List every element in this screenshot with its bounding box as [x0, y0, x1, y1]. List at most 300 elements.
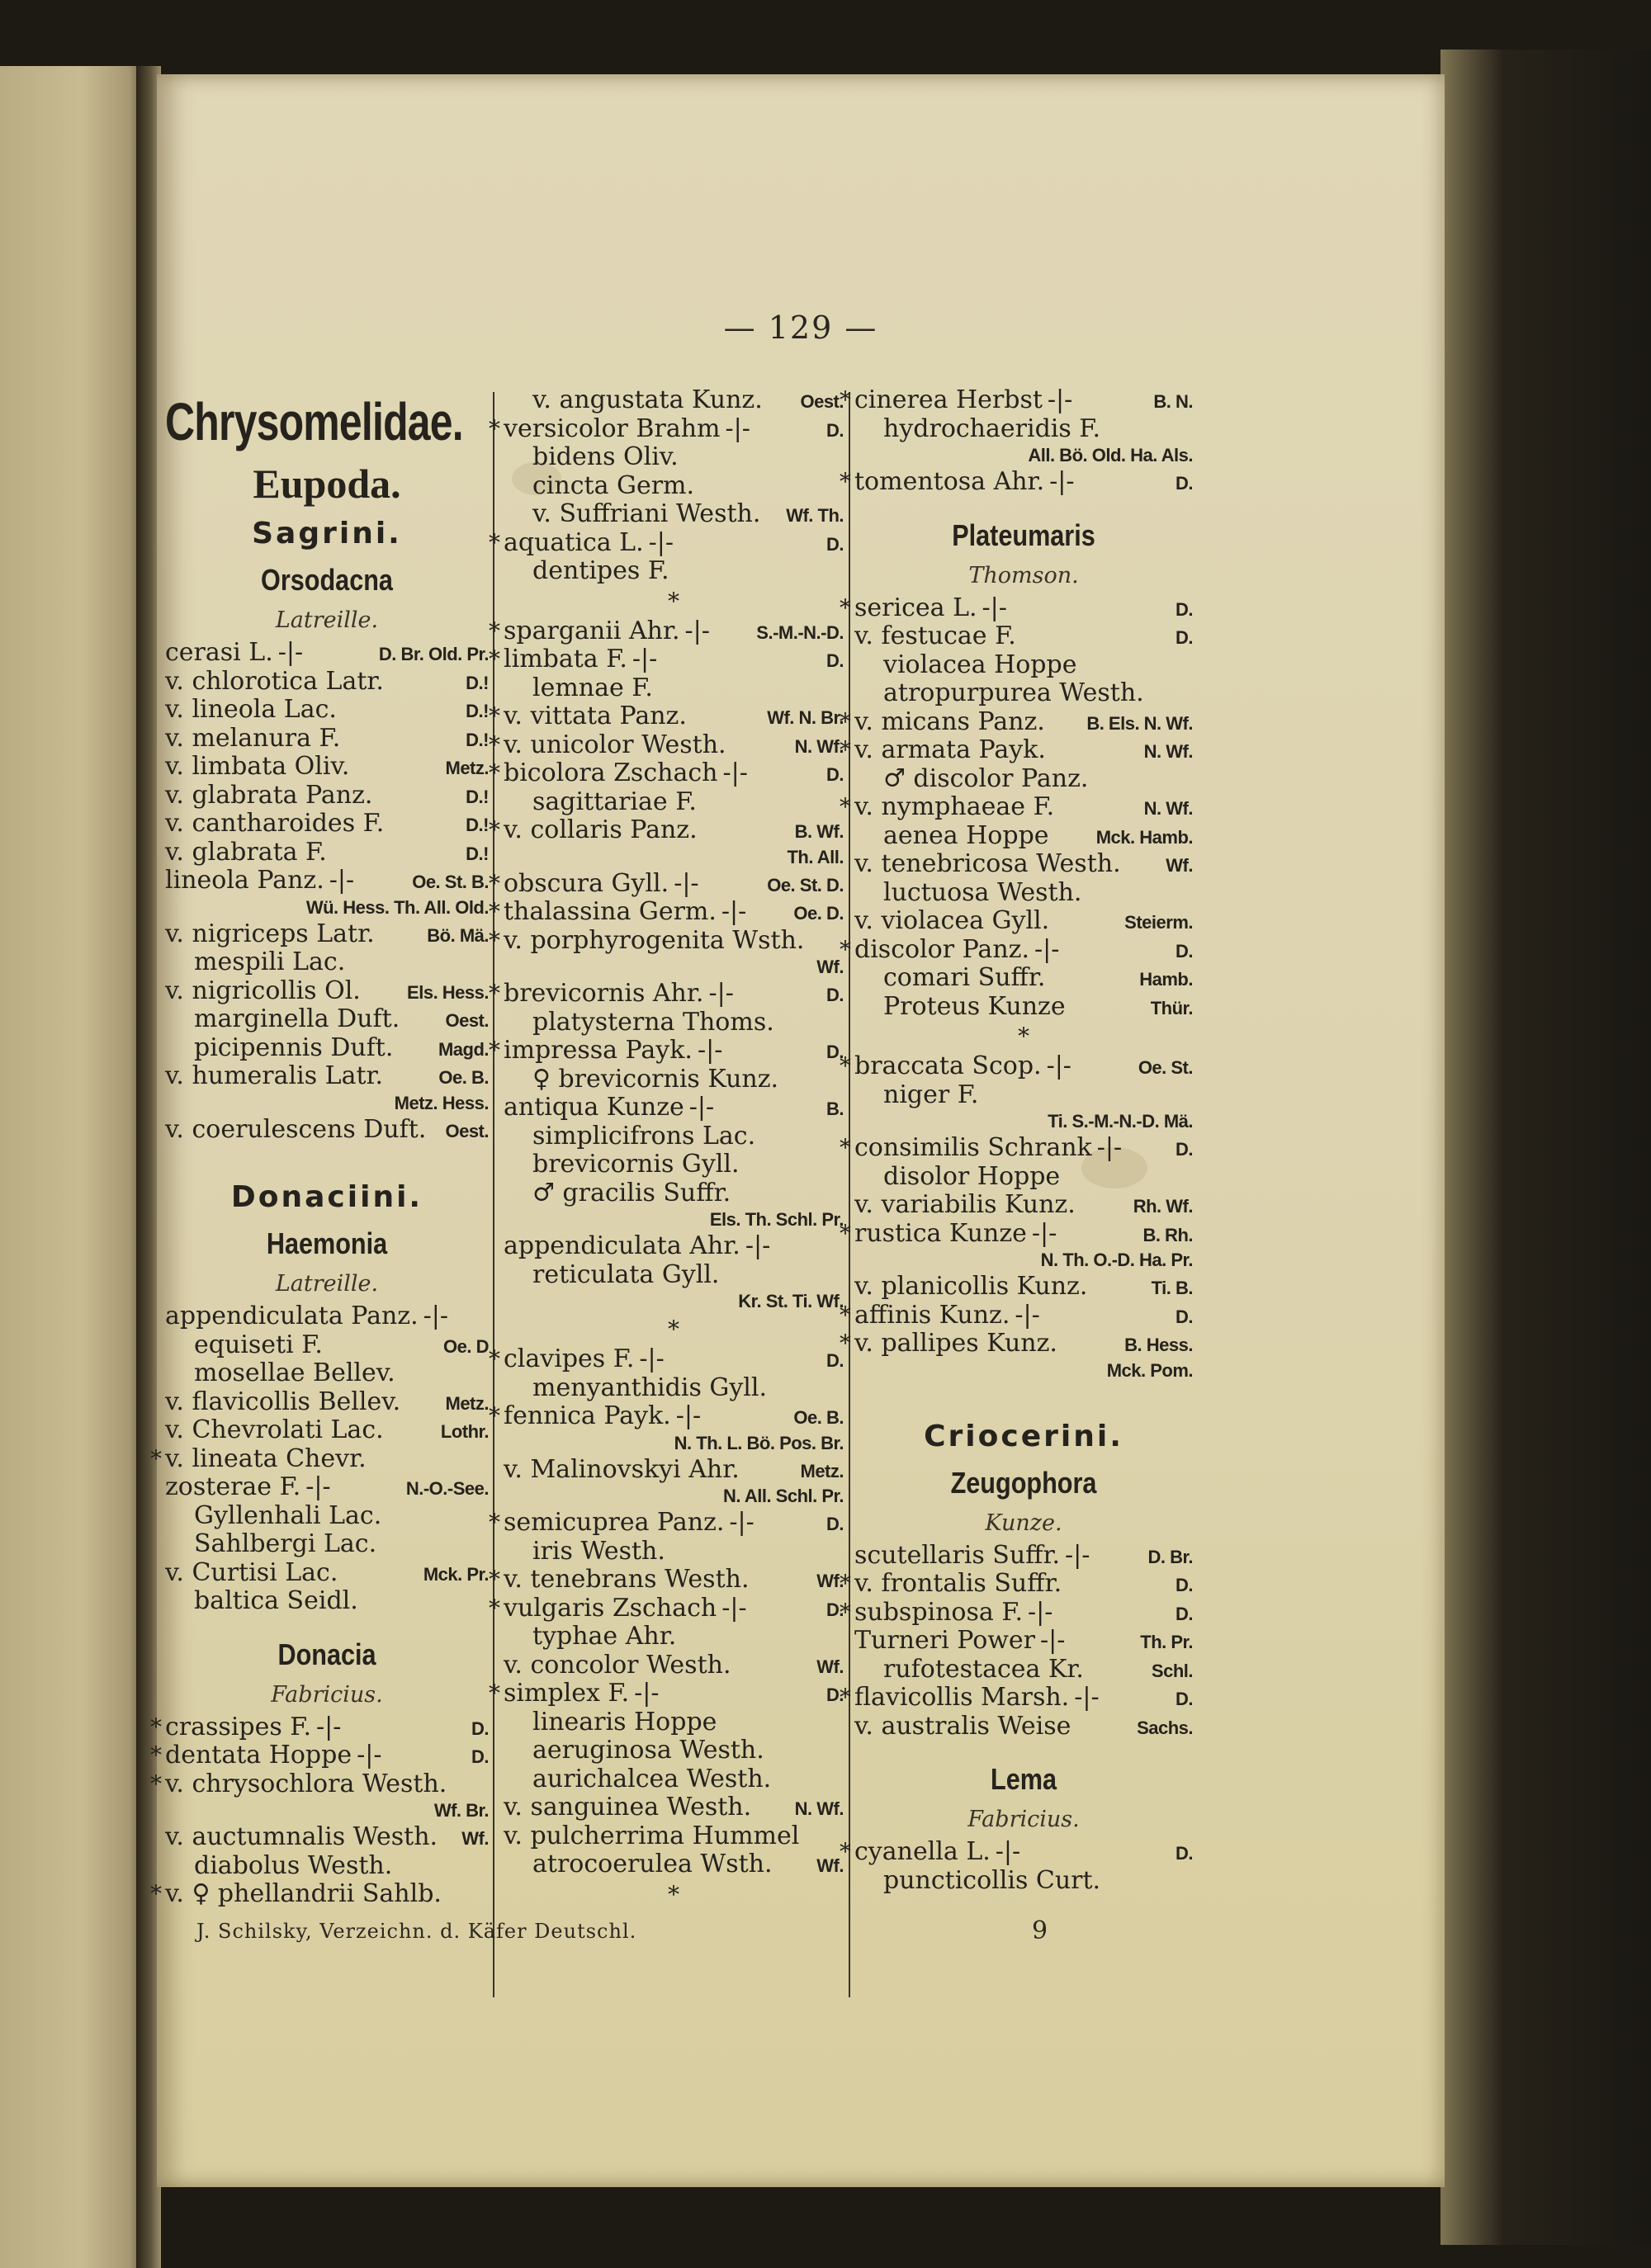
- locality: N. Wf.: [1143, 741, 1193, 762]
- genus-heading: Plateumaris: [952, 517, 1095, 552]
- species-name: menyanthidis Gyll.: [532, 1373, 768, 1402]
- species-name: v. australis Weise: [854, 1711, 1071, 1741]
- species-entry: [165, 1473, 489, 1502]
- locality: Oest.: [800, 391, 844, 412]
- endemic-star: *: [489, 617, 500, 645]
- cross-mark: -|-: [675, 1401, 702, 1430]
- species-entry: [165, 1062, 489, 1091]
- species-name: v. unicolor Westh.: [504, 730, 726, 759]
- endemic-star: *: [489, 759, 500, 787]
- locality: Els. Hess.: [407, 981, 489, 1003]
- locality: D.!: [466, 843, 489, 864]
- species-name: marginella Duft.: [194, 1004, 400, 1033]
- cross-mark: -|-: [1065, 1540, 1090, 1570]
- locality: Oe. B.: [438, 1067, 489, 1088]
- species-entry: [504, 1850, 844, 1879]
- species-name: v. collaris Panz.: [504, 815, 698, 844]
- genus-author: Latreille.: [275, 1271, 379, 1297]
- entry-list: [150, 1712, 489, 1799]
- species-name: lineola Panz.: [165, 866, 324, 895]
- species-name: baltica Seidl.: [194, 1586, 358, 1615]
- species-name: thalassina Germ.: [504, 897, 717, 926]
- species-name: v. nigriceps Latr.: [165, 919, 375, 948]
- locality-continuation: All. Bö. Old. Ha. Als.: [1028, 445, 1193, 465]
- species-name: aurichalcea Westh.: [532, 1764, 772, 1793]
- locality: Wf.: [816, 1571, 844, 1591]
- species-name: disolor Hoppe: [883, 1161, 1061, 1191]
- species-entry: [504, 1538, 844, 1566]
- species-entry: [854, 415, 1193, 444]
- locality: D. Br. Old. Pr.: [378, 644, 489, 664]
- species-name: bidens Oliv.: [532, 442, 679, 471]
- species-name: violacea Hoppe: [883, 650, 1077, 679]
- cross-mark: -|-: [721, 897, 747, 926]
- endemic-star: *: [840, 1052, 851, 1080]
- species-name: simplex F.: [504, 1679, 630, 1708]
- species-entry: [489, 645, 844, 674]
- species-name: v. micans Panz.: [854, 706, 1045, 736]
- tribe-heading: Sagrini.: [252, 517, 402, 550]
- species-entry: [854, 1191, 1193, 1220]
- species-entry: [854, 964, 1193, 993]
- endemic-star: *: [489, 1037, 500, 1064]
- species-entry: [504, 472, 844, 501]
- locality: Mck. Pr.: [423, 1563, 489, 1585]
- species-name: hydrochaeridis F.: [883, 413, 1100, 443]
- entry-list: [489, 979, 844, 1207]
- section-asterisk: *: [1018, 1023, 1029, 1050]
- species-name: dentata Hoppe: [165, 1741, 352, 1770]
- species-entry: [489, 925, 844, 956]
- species-name: luctuosa Westh.: [883, 877, 1082, 907]
- cross-mark: -|-: [1049, 467, 1075, 496]
- species-name: ♀ brevicornis Kunz.: [532, 1064, 779, 1094]
- genus-heading: Zeugophora: [950, 1465, 1097, 1500]
- cross-mark: -|-: [697, 1036, 723, 1065]
- locality: D. Br.: [1147, 1546, 1193, 1567]
- species-entry: [504, 1765, 844, 1794]
- species-name: v. violacea Gyll.: [854, 906, 1050, 935]
- entry-list: [840, 1837, 1193, 1895]
- endemic-star: *: [489, 1594, 500, 1622]
- species-name: consimilis Schrank: [854, 1133, 1092, 1162]
- genus-author: Latreille.: [275, 607, 379, 633]
- entry-list: [840, 467, 1193, 497]
- species-name: brevicornis Gyll.: [532, 1150, 740, 1179]
- species-entry: [489, 1344, 844, 1374]
- species-name: v. melanura F.: [165, 723, 341, 753]
- species-entry: [165, 1823, 489, 1852]
- species-entry: [489, 702, 844, 731]
- entry-list: [504, 1232, 844, 1289]
- column-right: [840, 385, 1193, 1895]
- species-name: aenea Hoppe: [883, 820, 1049, 850]
- endemic-star: *: [489, 414, 500, 442]
- column-left: [150, 386, 489, 1909]
- species-entry: [165, 1502, 489, 1531]
- cross-mark: -|-: [1046, 1051, 1071, 1080]
- locality: D.: [826, 985, 844, 1005]
- locality: D.!: [466, 672, 489, 693]
- species-entry: [840, 934, 1193, 965]
- endemic-star: *: [840, 1301, 851, 1329]
- cross-mark: -|-: [277, 638, 304, 667]
- genus-heading: Orsodacna: [261, 563, 393, 597]
- species-entry: [854, 622, 1193, 651]
- locality-continuation: Els. Th. Schl. Pr.: [709, 1209, 844, 1230]
- locality: Metz.: [445, 758, 489, 778]
- species-name: v. armata Payk.: [854, 735, 1046, 764]
- locality: D.: [1176, 1575, 1193, 1595]
- endemic-star: *: [840, 593, 851, 621]
- cross-mark: -|-: [982, 593, 1007, 622]
- species-entry: [489, 1401, 844, 1431]
- endemic-star: *: [489, 702, 500, 730]
- locality: Oest.: [445, 1120, 489, 1141]
- locality: N. Wf.: [794, 1798, 844, 1819]
- species-entry: [854, 879, 1193, 908]
- family-heading: Chrysomelidae.: [165, 392, 463, 451]
- species-entry: [165, 668, 489, 697]
- genus-heading: Lema: [991, 1762, 1057, 1796]
- species-name: versicolor Brahm: [504, 413, 721, 443]
- species-entry: [840, 1597, 1193, 1628]
- species-name: v. limbata Oliv.: [165, 752, 350, 781]
- species-entry: [165, 725, 489, 754]
- entry-list: [840, 1133, 1193, 1248]
- species-name: sericea L.: [854, 593, 977, 622]
- species-name: picipennis Duft.: [194, 1032, 394, 1062]
- locality-continuation: Wf.: [816, 957, 844, 977]
- cross-mark: -|-: [1015, 1300, 1040, 1330]
- species-name: Proteus Kunze: [883, 991, 1066, 1021]
- cross-mark: -|-: [1096, 1133, 1123, 1162]
- locality: Lothr.: [440, 1421, 489, 1442]
- species-name: dentipes F.: [532, 556, 669, 585]
- endemic-star: *: [489, 645, 500, 673]
- species-name: v. angustata Kunz.: [532, 385, 763, 414]
- species-entry: [489, 897, 844, 927]
- species-entry: [489, 527, 844, 558]
- species-entry: [504, 1374, 844, 1403]
- species-name: v. coerulescens Duft.: [165, 1114, 427, 1144]
- species-name: v. chrysochlora Westh.: [165, 1769, 447, 1798]
- endemic-star: *: [489, 869, 500, 897]
- cross-mark: -|-: [1031, 1218, 1057, 1248]
- species-entry: [165, 696, 489, 725]
- species-entry: [854, 1867, 1193, 1896]
- species-entry: [150, 1879, 489, 1909]
- species-name: sagittariae F.: [532, 787, 697, 816]
- locality: Wf. N. Br.: [767, 707, 844, 728]
- species-entry: [489, 979, 844, 1009]
- species-entry: [504, 557, 844, 586]
- species-entry: [165, 1559, 489, 1588]
- species-name: atropurpurea Westh.: [883, 678, 1144, 707]
- locality: D.: [826, 1684, 844, 1705]
- species-name: Sahlbergi Lac.: [194, 1529, 377, 1558]
- cross-mark: -|-: [1034, 934, 1060, 964]
- species-name: cerasi L.: [165, 638, 273, 667]
- species-name: v. Suffriani Westh.: [532, 499, 761, 528]
- species-entry: [504, 1822, 844, 1851]
- cross-mark: -|-: [305, 1472, 331, 1501]
- species-name: discolor Panz.: [854, 934, 1029, 964]
- species-entry: [840, 1683, 1193, 1713]
- locality: Wf.: [461, 1828, 489, 1849]
- page-number: — 129 —: [723, 309, 878, 346]
- species-entry: [504, 1456, 844, 1485]
- species-name: affinis Kunz.: [854, 1300, 1010, 1330]
- locality: B. Wf.: [794, 821, 844, 842]
- species-name: semicuprea Panz.: [504, 1508, 725, 1537]
- endemic-star: *: [840, 1684, 851, 1711]
- locality: D.: [471, 1746, 489, 1767]
- species-name: bicolora Zschach: [504, 758, 718, 787]
- locality: S.-M.-N.-D.: [756, 621, 844, 643]
- cross-mark: -|-: [708, 979, 734, 1008]
- species-name: comari Suffr.: [883, 963, 1046, 992]
- cross-mark: -|-: [639, 1344, 665, 1373]
- species-name: niger F.: [883, 1080, 979, 1109]
- endemic-star: *: [150, 1770, 162, 1798]
- species-entry: [854, 1163, 1193, 1192]
- species-entry: [840, 792, 1193, 822]
- locality: Magd.: [438, 1038, 489, 1060]
- species-entry: [489, 413, 844, 444]
- species-entry: [840, 1837, 1193, 1867]
- species-name: v. sanguinea Westh.: [504, 1793, 752, 1821]
- locality: D.: [826, 533, 844, 555]
- species-name: mespili Lac.: [194, 947, 346, 976]
- locality: Sachs.: [1137, 1717, 1193, 1738]
- endemic-star: *: [150, 1444, 162, 1472]
- locality: D.: [1176, 473, 1193, 494]
- species-entry: [504, 674, 844, 703]
- species-name: v. glabrata Panz.: [165, 780, 373, 810]
- species-name: v. pulcherrima Hummel: [504, 1821, 800, 1850]
- entry-list: [840, 593, 1193, 1022]
- locality: Ti. B.: [1151, 1278, 1193, 1298]
- species-name: lemnae F.: [532, 673, 653, 702]
- species-name: v. Chevrolati Lac.: [165, 1415, 384, 1444]
- endemic-star: *: [150, 1880, 162, 1907]
- cross-mark: -|-: [1074, 1683, 1100, 1712]
- tribe-heading: Criocerini.: [924, 1419, 1124, 1453]
- species-entry: [165, 1302, 489, 1331]
- locality: D.: [826, 1599, 844, 1620]
- locality: Oe. D: [443, 1335, 489, 1357]
- entry-list: [489, 868, 844, 956]
- species-name: cinerea Herbst: [854, 385, 1043, 414]
- species-name: Gyllenhali Lac.: [194, 1500, 382, 1530]
- species-name: reticulata Gyll.: [532, 1259, 720, 1289]
- locality: D.: [826, 764, 844, 785]
- species-entry: [504, 1179, 844, 1208]
- locality: B.: [826, 1099, 844, 1119]
- species-name: zosterae F.: [165, 1472, 301, 1501]
- locality: Metz.: [800, 1460, 844, 1481]
- locality: D.: [826, 1042, 844, 1062]
- locality-continuation: Mck. Pom.: [1106, 1359, 1193, 1381]
- locality: Wf.: [1166, 855, 1193, 876]
- locality: D.: [826, 1350, 844, 1371]
- endemic-star: *: [489, 1680, 500, 1707]
- species-name: v. Curtisi Lac.: [165, 1557, 338, 1587]
- species-name: brevicornis Ahr.: [504, 979, 704, 1008]
- genus-author: Fabricius.: [967, 1807, 1080, 1832]
- species-entry: [854, 1713, 1193, 1741]
- species-entry: [504, 443, 844, 472]
- endemic-star: *: [840, 468, 851, 495]
- species-name: platysterna Thoms.: [532, 1007, 774, 1037]
- species-name: crassipes F.: [165, 1712, 311, 1741]
- species-name: rustica Kunze: [854, 1218, 1027, 1248]
- species-entry: [840, 1329, 1193, 1358]
- entry-list: [165, 639, 489, 895]
- species-entry: [165, 810, 489, 839]
- species-name: v. variabilis Kunz.: [854, 1190, 1076, 1219]
- locality: D.: [826, 1514, 844, 1534]
- species-entry: [504, 1708, 844, 1737]
- species-name: sparganii Ahr.: [504, 616, 680, 645]
- species-name: linearis Hoppe: [532, 1707, 717, 1736]
- genus-author: Fabricius.: [271, 1681, 383, 1708]
- cross-mark: -|-: [722, 758, 748, 787]
- endemic-star: *: [489, 1509, 500, 1536]
- species-entry: [854, 679, 1193, 708]
- endemic-star: *: [840, 707, 851, 735]
- species-name: vulgaris Zschach: [504, 1593, 717, 1623]
- column-middle: [489, 385, 844, 1911]
- entry-list: [840, 1540, 1193, 1741]
- species-entry: [504, 1065, 844, 1094]
- species-name: rufotestacea Kr.: [883, 1654, 1084, 1684]
- species-entry: [504, 1261, 844, 1290]
- entry-list: [840, 385, 1193, 443]
- genus-heading: Donacia: [277, 1637, 376, 1671]
- entry-list: [150, 1302, 489, 1616]
- species-entry: [489, 1565, 844, 1595]
- species-name: v. nymphaeae F.: [854, 792, 1055, 821]
- entry-list: [150, 1822, 489, 1909]
- locality-continuation: Kr. St. Ti. Wf.: [738, 1291, 844, 1311]
- division-heading: Eupoda.: [253, 461, 401, 507]
- tribe-heading: Donaciini.: [230, 1180, 423, 1214]
- locality: Rh. Wf.: [1133, 1196, 1193, 1217]
- entry-list: [840, 1272, 1193, 1358]
- species-name: simplicifrons Lac.: [532, 1121, 756, 1151]
- species-entry: [165, 753, 489, 782]
- locality: Bö. Mä.: [427, 924, 489, 946]
- species-entry: [165, 867, 489, 895]
- species-entry: [489, 1679, 844, 1708]
- species-entry: [504, 1736, 844, 1765]
- endemic-star: *: [489, 1402, 500, 1429]
- species-entry: [150, 1712, 489, 1742]
- species-entry: [854, 1081, 1193, 1110]
- locality: B. Hess.: [1124, 1335, 1193, 1355]
- locality: Oe. B.: [793, 1407, 844, 1428]
- cross-mark: -|-: [632, 645, 658, 673]
- species-name: antiqua Kunze: [504, 1093, 684, 1122]
- locality: D.: [1176, 1306, 1193, 1327]
- species-name: v. planicollis Kunz.: [854, 1272, 1088, 1301]
- species-name: appendiculata Ahr.: [504, 1231, 740, 1260]
- book-cover-edge: [1440, 50, 1651, 2245]
- species-entry: [854, 765, 1193, 794]
- locality: Mck. Hamb.: [1095, 826, 1193, 848]
- species-name: v. tenebrans Westh.: [504, 1565, 750, 1594]
- genus-author: Thomson.: [968, 562, 1079, 588]
- species-entry: [504, 1793, 844, 1822]
- species-entry: [840, 1133, 1193, 1163]
- species-entry: [840, 467, 1193, 497]
- endemic-star: *: [150, 1713, 162, 1741]
- cross-mark: -|-: [329, 866, 355, 895]
- endemic-star: *: [840, 386, 851, 413]
- locality: Wf. Th.: [786, 505, 844, 526]
- species-entry: [489, 1508, 844, 1538]
- species-name: v. flavicollis Bellev.: [165, 1387, 401, 1416]
- species-entry: [840, 735, 1193, 765]
- locality: Oe. St.: [1138, 1057, 1193, 1078]
- species-name: v. humeralis Latr.: [165, 1061, 384, 1090]
- endemic-star: *: [489, 926, 500, 954]
- cross-mark: -|-: [423, 1302, 449, 1330]
- species-entry: [165, 977, 489, 1006]
- species-entry: [489, 758, 844, 788]
- footer-signature: J. Schilsky, Verzeichn. d. Käfer Deutschl.: [196, 1920, 637, 1943]
- genus-author: Kunze.: [985, 1510, 1062, 1536]
- species-entry: [504, 1009, 844, 1037]
- species-name: appendiculata Panz.: [165, 1302, 419, 1330]
- endemic-star: *: [840, 736, 851, 763]
- species-entry: [165, 920, 489, 949]
- species-name: ♂ gracilis Suffr.: [532, 1178, 731, 1207]
- species-name: v. concolor Westh.: [504, 1650, 731, 1680]
- species-entry: [840, 1569, 1193, 1599]
- species-name: aeruginosa Westh.: [532, 1736, 764, 1765]
- locality-continuation: Th. All.: [787, 846, 844, 867]
- species-name: ♂ discolor Panz.: [883, 763, 1089, 793]
- species-name: aquatica L.: [504, 527, 644, 557]
- species-entry: [489, 1593, 844, 1623]
- species-name: limbata F.: [504, 645, 627, 673]
- cross-mark: -|-: [729, 1508, 755, 1537]
- locality: D.: [471, 1718, 489, 1739]
- entry-list: [489, 1344, 844, 1431]
- locality: N.-O.-See.: [405, 1478, 489, 1499]
- endemic-star: *: [489, 528, 500, 556]
- locality-continuation: Metz. Hess.: [394, 1092, 489, 1113]
- cross-mark: -|-: [745, 1231, 771, 1260]
- locality: D.!: [466, 701, 489, 721]
- species-name: mosellae Bellev.: [194, 1358, 395, 1387]
- locality: D.: [826, 419, 844, 441]
- sheet-number: 9: [1032, 1916, 1048, 1945]
- species-entry: [165, 1005, 489, 1034]
- species-entry: [854, 1542, 1193, 1571]
- entry-list: [840, 1051, 1193, 1109]
- species-entry: [840, 706, 1193, 737]
- cross-mark: -|-: [725, 413, 750, 443]
- locality: B. Rh.: [1142, 1224, 1193, 1245]
- endemic-star: *: [840, 1134, 851, 1161]
- species-entry: [165, 948, 489, 977]
- locality-continuation: N. All. Schl. Pr.: [723, 1486, 844, 1506]
- locality: D.: [1176, 940, 1193, 962]
